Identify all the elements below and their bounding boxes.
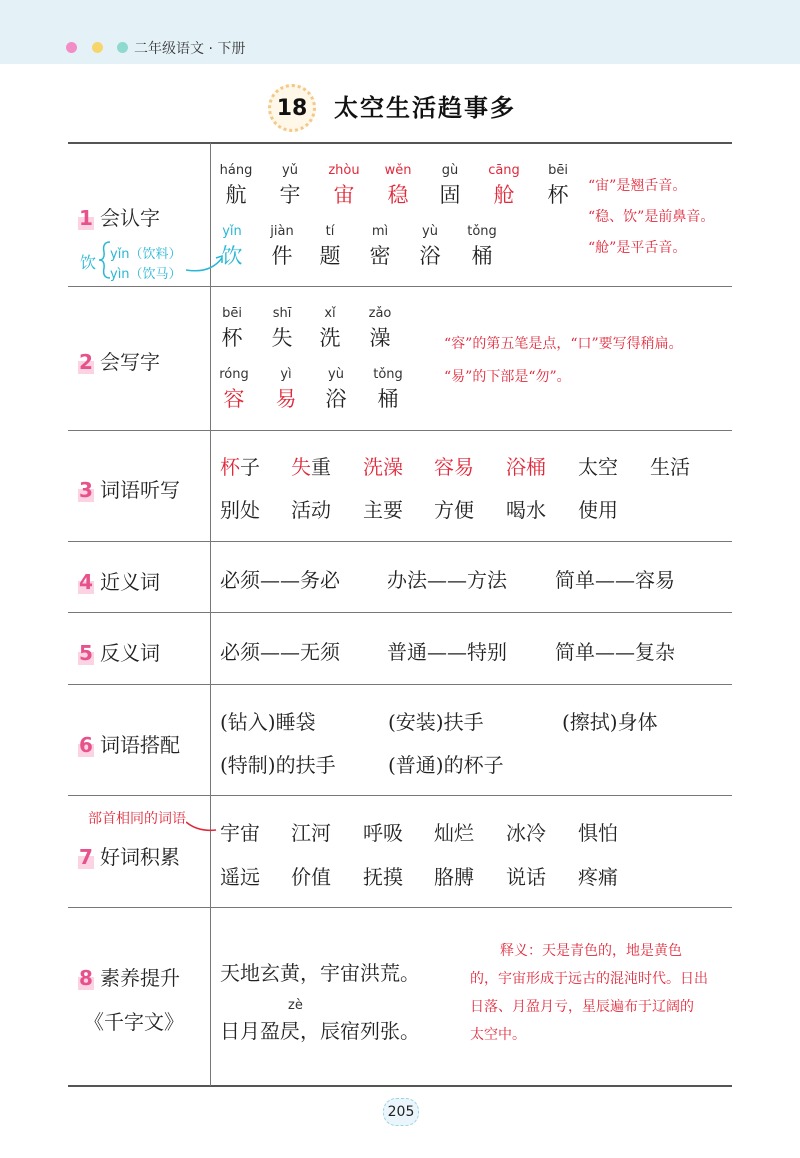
page-header	[0, 0, 800, 64]
table-top-border	[68, 142, 732, 144]
collocation-item: (特制)的扶手	[220, 753, 336, 777]
explanation-line: 释义：天是青色的，地是黄色	[500, 943, 682, 959]
yin-reading-1: yǐn（饮料）	[110, 247, 182, 262]
collocation-item: (钻入)睡袋	[220, 710, 316, 734]
dictation-word: 方便	[434, 498, 474, 522]
good-word: 灿烂	[434, 821, 474, 845]
section-7-label: 7 好词积累	[79, 845, 180, 869]
synonym-pair: 必须——务必	[220, 568, 340, 592]
row-divider	[68, 612, 732, 613]
good-word: 说话	[506, 865, 546, 889]
good-word: 胳膊	[434, 865, 474, 889]
writing-note: “容”的第五笔是点，“口”要写得稍扁。	[444, 336, 683, 352]
row-divider	[68, 907, 732, 908]
dictation-word: 活动	[291, 498, 331, 522]
good-word: 江河	[291, 821, 331, 845]
dictation-word: 杯子	[220, 455, 260, 479]
explanation-line: 太空中。	[470, 1027, 526, 1043]
book-title: 二年级语文 · 下册	[134, 41, 246, 57]
collocation-item: (安装)扶手	[388, 710, 484, 734]
dictation-word: 浴桶	[506, 455, 546, 479]
explanation-line: 日落、月盈月亏，星辰遍布于辽阔的	[470, 999, 694, 1015]
yin-reading-2: yìn（饮马）	[110, 267, 182, 282]
dictation-word: 生活	[650, 455, 690, 479]
table-bottom-border	[68, 1085, 732, 1087]
pronunciation-note: “舱”是平舌音。	[588, 240, 687, 256]
row-divider	[68, 795, 732, 796]
section-6-label: 6 词语搭配	[79, 733, 180, 757]
ze-pinyin: zè	[288, 998, 303, 1013]
section-4-label: 4 近义词	[79, 570, 160, 594]
dictation-word: 喝水	[506, 498, 546, 522]
dictation-word: 主要	[363, 498, 403, 522]
classic-line-2: 日月盈昃，辰宿列张。	[220, 1019, 420, 1043]
section-8-label: 8 素养提升	[79, 966, 180, 990]
antonym-pair: 简单——复杂	[555, 640, 675, 664]
section-1-label: 1 会认字	[79, 206, 160, 230]
section-2-label: 2 会写字	[79, 350, 160, 374]
dictation-word: 失重	[291, 455, 331, 479]
row-divider	[68, 430, 732, 431]
good-word: 惧怕	[578, 821, 618, 845]
writing-note: “易”的下部是“勿”。	[444, 369, 571, 385]
good-word: 疼痛	[578, 865, 618, 889]
section-3-label: 3 词语听写	[79, 478, 180, 502]
good-word: 宇宙	[220, 821, 260, 845]
pink-dot-icon	[66, 42, 77, 53]
pronunciation-note: “稳、饮”是前鼻音。	[588, 209, 715, 225]
synonym-pair: 简单——容易	[555, 568, 675, 592]
annotation-arrow-icon	[186, 818, 222, 834]
explanation-line: 的，宇宙形成于远古的混沌时代。日出	[470, 971, 708, 987]
good-word: 呼吸	[363, 821, 403, 845]
section-5-label: 5 反义词	[79, 641, 160, 665]
collocation-item: (普通)的杯子	[388, 753, 504, 777]
green-dot-icon	[117, 42, 128, 53]
row-divider	[68, 684, 732, 685]
good-word: 冰冷	[506, 821, 546, 845]
good-word: 遥远	[220, 865, 260, 889]
column-divider	[210, 143, 211, 1086]
antonym-pair: 普通——特别	[387, 640, 507, 664]
collocation-item: (擦拭)身体	[562, 710, 658, 734]
row-divider	[68, 286, 732, 287]
pronunciation-note: “宙”是翘舌音。	[588, 178, 687, 194]
dictation-word: 容易	[434, 455, 474, 479]
dictation-word: 别处	[220, 498, 260, 522]
yin-polyphone-char: 饮	[80, 253, 97, 272]
explanation-block	[470, 937, 732, 1049]
lesson-title: 太空生活趋事多	[334, 94, 516, 122]
antonym-pair: 必须——无须	[220, 640, 340, 664]
page-number: 205	[383, 1098, 419, 1126]
good-word: 价值	[291, 865, 331, 889]
good-word: 抚摸	[363, 865, 403, 889]
lesson-number-badge: 18	[268, 84, 316, 132]
book-name: 《千字文》	[84, 1010, 184, 1034]
yellow-dot-icon	[92, 42, 103, 53]
dictation-word: 使用	[578, 498, 618, 522]
dictation-word: 洗澡	[363, 455, 403, 479]
row-divider	[68, 541, 732, 542]
classic-line-1: 天地玄黄，宇宙洪荒。	[220, 961, 420, 985]
dictation-word: 太空	[578, 455, 618, 479]
synonym-pair: 办法——方法	[387, 568, 507, 592]
radical-note: 部首相同的词语	[88, 811, 186, 827]
